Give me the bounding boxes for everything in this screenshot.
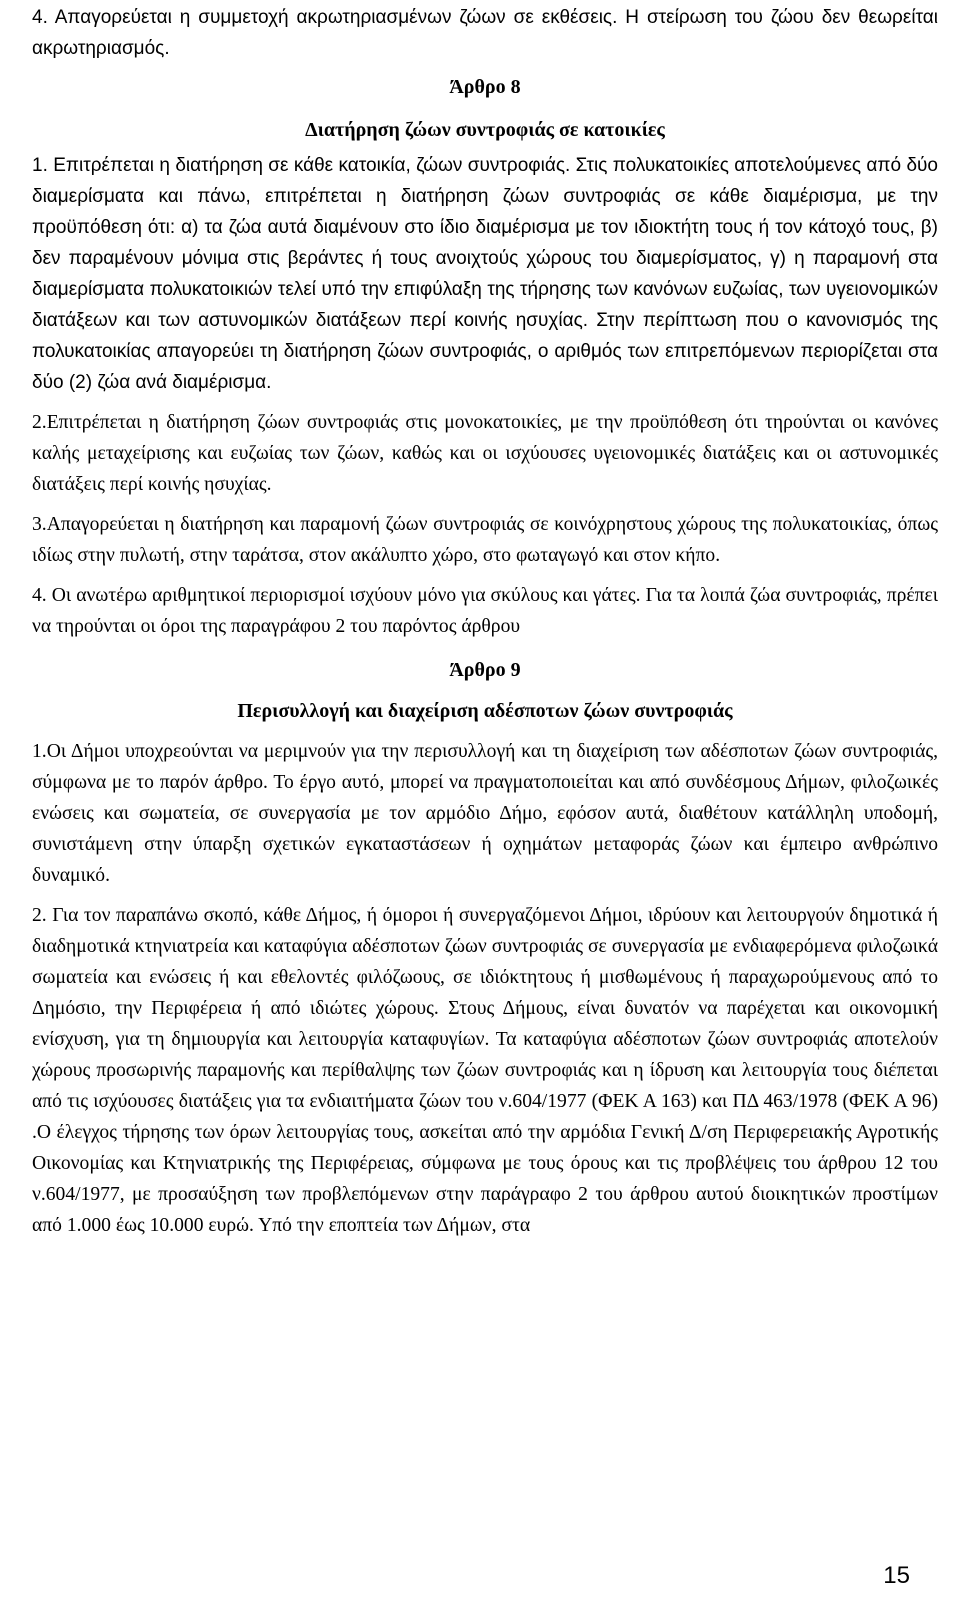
article-8-paragraph-2: 2.Επιτρέπεται η διατήρηση ζώων συντροφιάς στις μονοκατοικίες, με την προϋπόθεση ότι τηρούνται οι κανόνες καλής μεταχείρισης και ευζωίας των ζώων, καθώς και οι ισχύουσες υγειονομικές διατάξεις και οι αστυνομικές διατάξεις περί κοινής ησυχίας. — [32, 412, 938, 495]
article-9-title: Περισυλλογή και διαχείριση αδέσποτων ζώων συντροφιάς — [237, 700, 733, 722]
article-9-paragraph-1: 1.Οι Δήμοι υποχρεούνται να μεριμνούν για την περισυλλογή και τη διαχείριση των αδέσποτων ζώων συντροφιάς, σύμφωνα με το παρόν άρθρο. Το έργο αυτό, μπορεί να πραγματοποιείται και από συνδέσμους Δήμων, φιλοζωικές ενώσεις και σωματεία, σε συνεργασία με τον αρμόδιο Δήμο, εφόσον αυτά, διαθέτουν κατάλληλη υποδομή, συνιστάμενη στην ύπαρξη σχετικών εγκαταστάσεων ή οχημάτων μεταφοράς ζώων και έμπειρο ανθρώπινο δυναμικό. — [32, 741, 938, 886]
article-8-paragraph-1: 1. Επιτρέπεται η διατήρηση σε κάθε κατοικία, ζώων συντροφιάς. Στις πολυκατοικίες αποτελούμενες από δύο διαμερίσματα και πάνω, επιτρέπεται η διατήρηση ζώων συντροφιάς σε κάθε διαμέρισμα, με την προϋπόθεση ότι: α) τα ζώα αυτά διαμένουν στο ίδιο διαμέρισμα με τον ιδιοκτήτη τους ή τον κάτοχό τους, β) δεν παραμένουν μόνιμα στις βεράντες ή τους ανοιχτούς χώρους του διαμερίσματος, γ) η παραμονή στα διαμερίσματα πολυκατοικιών τελεί υπό την επιφύλαξη της τήρησης των κανόνων ευζωίας, των υγειονομικών διατάξεων και των αστυνομικών διατάξεων περί κοινής ησυχίας. Στην περίπτωση που ο κανονισμός της πολυκατοικίας απαγορεύει τη διατήρηση ζώων συντροφιάς, ο αριθμός των επιτρεπόμενων περιορίζεται στα δύο (2) ζώα ανά διαμέρισμα. — [32, 155, 938, 393]
article-8-paragraph-3: 3.Απαγορεύεται η διατήρηση και παραμονή ζώων συντροφιάς σε κοινόχρηστους χώρους της πολυκατοικίας, όπως ιδίως στην πυλωτή, στην ταράτσα, στον ακάλυπτο χώρο, στο φωταγωγό και στον κήπο. — [32, 514, 938, 566]
page-number: 15 — [883, 1562, 910, 1589]
article-9-paragraph-2: 2. Για τον παραπάνω σκοπό, κάθε Δήμος, ή όμοροι ή συνεργαζόμενοι Δήμοι, ιδρύουν και λειτουργούν δημοτικά ή διαδημοτικά κτηνιατρεία και καταφύγια αδέσποτων ζώων συντροφιάς σε συνεργασία με ενδιαφερόμενα φιλοζωικά σωματεία και ενώσεις ή και εθελοντές φιλόζωους, σε ιδιόκτητους ή μισθωμένους ή παραχωρούμενους από το Δημόσιο, την Περιφέρεια ή από ιδιώτες χώρους. Στους Δήμους, είναι δυνατόν να παρέχεται και οικονομική ενίσχυση, για τη δημιουργία και λειτουργία καταφυγίων. Τα καταφύγια αδέσποτων ζώων συντροφιάς αποτελούν χώρους προσωρινής παραμονής και περίθαλψης των ζώων συντροφιάς και η ίδρυση και λειτουργία τους διέπεται από τις ισχύουσες διατάξεις για τα ενδιαιτήματα ζώων του ν.604/1977 (ΦΕΚ Α 163) και ΠΔ 463/1978 (ΦΕΚ Α 96) .Ο έλεγχος τήρησης των όρων λειτουργίας τους, ασκείται από την αρμόδια Γενική Δ/ση Περιφερειακής Αγροτικής Οικονομίας και Κτηνιατρικής της Περιφέρειας, σύμφωνα με τους όρους και τις προβλέψεις του άρθρου 12 του ν.604/1977, με προσαύξηση των προβλεπόμενων στην παράγραφο 2 του άρθρου αυτού διοικητικών προστίμων από 1.000 έως 10.000 ευρώ. Υπό την εποπτεία των Δήμων, στα — [32, 905, 938, 1236]
article-8-paragraph-4: 4. Οι ανωτέρω αριθμητικοί περιορισμοί ισχύουν μόνο για σκύλους και γάτες. Για τα λοιπά ζώα συντροφιάς, πρέπει να τηρούνται οι όροι της παραγράφου 2 του παρόντος άρθρου — [32, 585, 938, 637]
paragraph-4-top: 4. Απαγορεύεται η συμμετοχή ακρωτηριασμένων ζώων σε εκθέσεις. Η στείρωση του ζώου δεν θεωρείται ακρωτηριασμός. — [32, 7, 938, 59]
document-body — [32, 2, 938, 1241]
article-9-heading: Άρθρο 9 — [449, 659, 521, 681]
article-8-heading: Άρθρο 8 — [449, 76, 521, 98]
article-8-title: Διατήρηση ζώων συντροφιάς σε κατοικίες — [305, 119, 665, 141]
